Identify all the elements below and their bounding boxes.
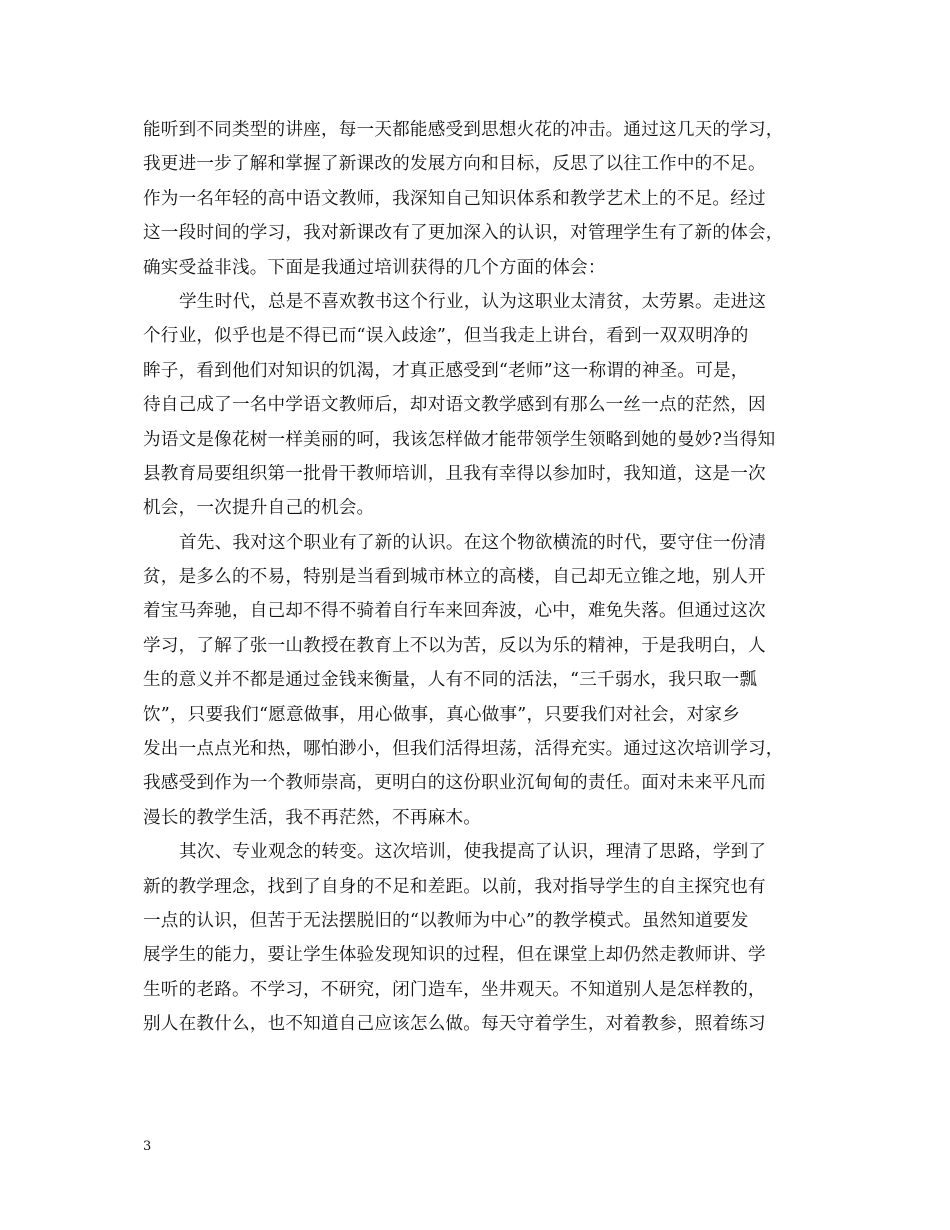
text-line: 我更进一步了解和掌握了新课改的发展方向和目标，反思了以往工作中的不足。 xyxy=(143,154,766,175)
text-line: 机会，一次提升自己的机会。 xyxy=(143,498,375,519)
text-line: 作为一名年轻的高中语文教师，我深知自己知识体系和教学艺术上的不足。经过 xyxy=(143,188,766,209)
text-line: 县教育局要组织第一批骨干教师培训，且我有幸得以参加时，我知道，这是一次 xyxy=(143,463,766,484)
text-line: 眸子，看到他们对知识的饥渴，才真正感受到“老师”这一称谓的神圣。可是， xyxy=(143,360,749,381)
text-line: 漫长的教学生活，我不再茫然，不再麻木。 xyxy=(143,807,482,828)
text-line: 展学生的能力，要让学生体验发现知识的过程，但在课堂上却仍然走教师讲、学 xyxy=(143,945,766,966)
text-line: 新的教学理念，找到了自身的不足和差距。以前，我对指导学生的自主探究也有 xyxy=(143,876,766,897)
text-line: 学习，了解了张一山教授在教育上不以为苦，反以为乐的精神，于是我明白，人 xyxy=(143,635,766,656)
text-line: 着宝马奔驰，自己却不得不骑着自行车来回奔波，心中，难免失落。但通过这次 xyxy=(143,601,766,622)
text-line: 首先、我对这个职业有了新的认识。在这个物欲横流的时代，要守住一份清 xyxy=(179,532,767,553)
text-line: 个行业，似乎也是不得已而“误入歧途”，但当我走上讲台，看到一双双明净的 xyxy=(143,326,749,347)
text-line: 确实受益非浅。下面是我通过培训获得的几个方面的体会： xyxy=(143,257,606,278)
text-line: 我感受到作为一个教师崇高，更明白的这份职业沉甸甸的责任。面对未来平凡而 xyxy=(143,773,766,794)
body-text xyxy=(143,113,811,1042)
text-line: 发出一点点光和热，哪怕渺小，但我们活得坦荡，活得充实。通过这次培训学习， xyxy=(143,739,784,760)
page-number: 3 xyxy=(143,1139,152,1154)
text-line: 生听的老路。不学习，不研究，闭门造车，坐井观天。不知道别人是怎样教的， xyxy=(143,979,766,1000)
text-line: 别人在教什么，也不知道自己应该怎么做。每天守着学生，对着教参，照着练习 xyxy=(143,1014,766,1035)
text-line: 学生时代，总是不喜欢教书这个行业，认为这职业太清贫，太劳累。走进这 xyxy=(179,291,767,312)
text-line: 能听到不同类型的讲座，每一天都能感受到思想火花的冲击。通过这几天的学习， xyxy=(143,120,784,140)
text-line: 待自己成了一名中学语文教师后，却对语文教学感到有那么一丝一点的茫然，因 xyxy=(143,395,766,416)
text-line: 其次、专业观念的转变。这次培训，使我提高了认识，理清了思路，学到了 xyxy=(179,842,767,863)
text-line: 一点的认识，但苦于无法摆脱旧的“以教师为中心”的教学模式。虽然知道要发 xyxy=(143,910,749,931)
text-line: 生的意义并不都是通过金钱来衡量，人有不同的活法，“三千弱水，我只取一瓢 xyxy=(143,670,758,691)
text-line: 为语文是像花树一样美丽的呵，我该怎样做才能带领学生领略到她的曼妙?当得知 xyxy=(143,429,776,450)
text-line: 饮”，只要我们“愿意做事，用心做事，真心做事”，只要我们对社会，对家乡 xyxy=(143,704,740,725)
text-line: 贫，是多么的不易，特别是当看到城市林立的高楼，自己却无立锥之地，别人开 xyxy=(143,567,766,588)
text-line: 这一段时间的学习，我对新课改有了更加深入的认识，对管理学生有了新的体会， xyxy=(143,223,784,244)
